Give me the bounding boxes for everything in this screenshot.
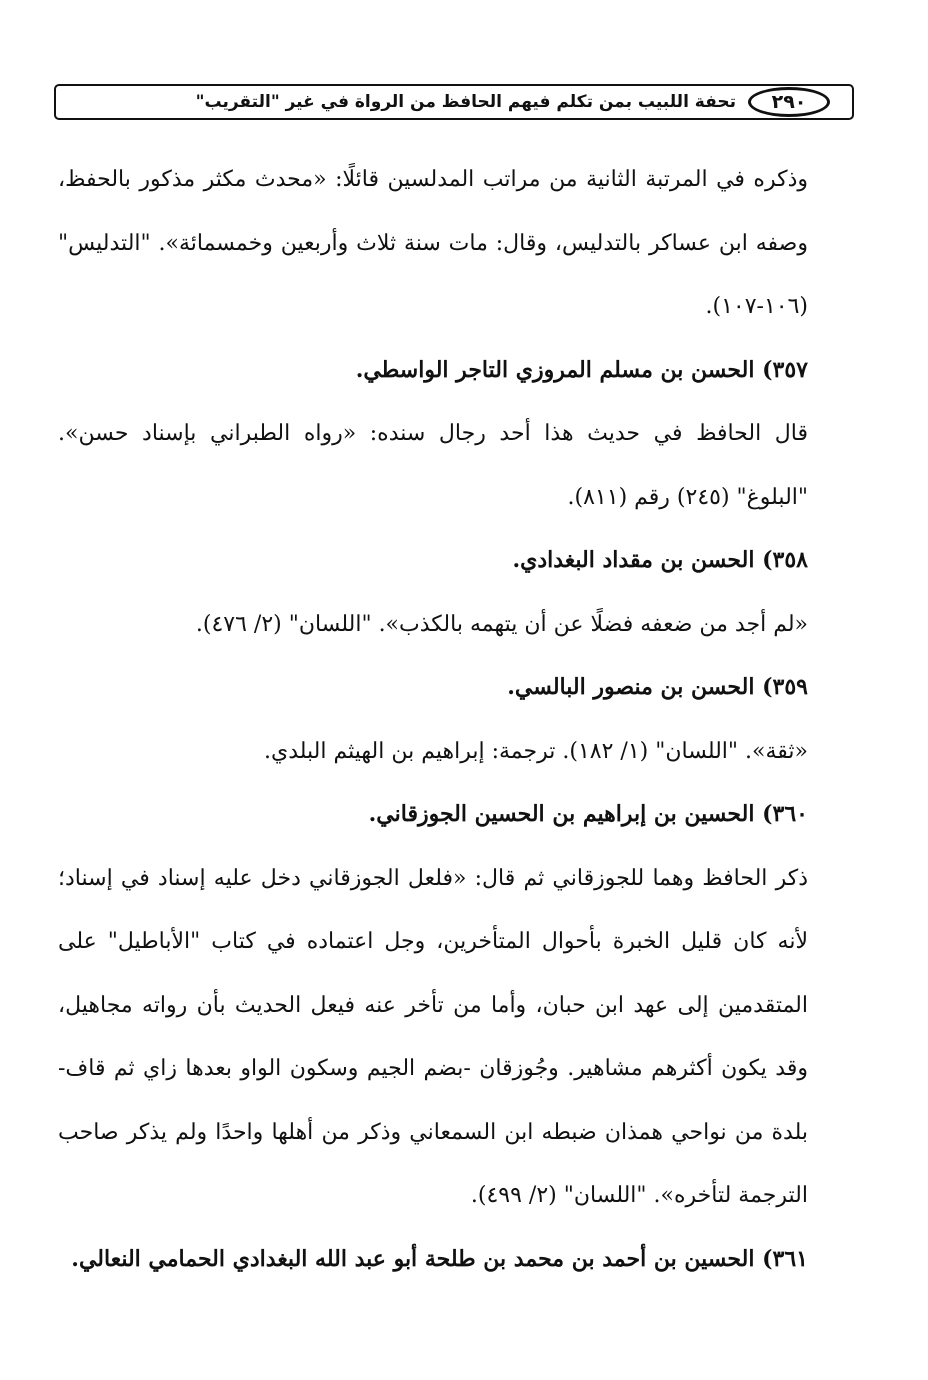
entry-name: الحسين بن أحمد بن محمد بن طلحة أبو عبد الله البغدادي الحمامي النعالي.: [71, 1245, 755, 1272]
entry-heading: [58, 339, 870, 403]
paragraph: قال الحافظ في حديث هذا أحد رجال سنده: «رواه الطبراني بإسناد حسن». "البلوغ" (٢٤٥) رقم (٨١١).: [58, 421, 808, 510]
entry-number: ٣٦١): [762, 1245, 808, 1272]
paragraph: «ثقة». "اللسان" (١/ ١٨٢). ترجمة: إبراهيم بن الهيثم البلدي.: [264, 738, 808, 764]
entry-number: ٣٥٧): [762, 356, 808, 383]
entry-number: ٣٦٠): [762, 801, 808, 827]
entry-number: ٣٥٨): [762, 547, 808, 573]
paragraph: وذكره في المرتبة الثانية من مراتب المدلسين قائلًا: «محدث مكثر مذكور بالحفظ، وصفه ابن عساكر بالتدليس، وقال: مات سنة ثلاث وأربعين وخمسمائة». "التدليس" (١٠٦-١٠٧).: [58, 167, 808, 319]
entry-number: ٣٥٩): [762, 674, 808, 700]
entry-heading: [58, 656, 870, 720]
entry-name: الحسن بن مقداد البغدادي.: [512, 547, 755, 573]
page-body: [58, 148, 870, 1291]
paragraph: «لم أجد من ضعفه فضلًا عن أن يتهمه بالكذب». "اللسان" (٢/ ٤٧٦).: [195, 611, 808, 637]
entry-heading: [58, 1228, 870, 1292]
running-title: تحفة اللبيب بمن تكلم فيهم الحافظ من الرواة في غير "التقريب": [195, 92, 736, 112]
paragraph: ذكر الحافظ وهما للجوزقاني ثم قال: «فلعل الجوزقاني دخل عليه إسناد في إسناد؛ لأنه كان قليل الخبرة بأحوال المتأخرين، وجل اعتماده في كتاب "الأباطيل" على المتقدمين إلى عهد ابن حبان، وأما من تأخر عنه فيعل الحديث بأن رواته مجاهيل، وقد يكون أكثرهم مشاهير. وجُوزقان -بضم الجيم وسكون الواو بعدها زاي ثم قاف- بلدة من نواحي همذان ضبطه ابن السمعاني وذكر من أهلها واحدًا ولم يذكر صاحب الترجمة لتأخره». "اللسان" (٢/ ٤٩٩).: [58, 865, 808, 1208]
entry-heading: [58, 529, 870, 593]
page-number: ٢٩٠: [748, 87, 830, 117]
entry-name: الحسين بن إبراهيم بن الحسين الجوزقاني.: [368, 801, 755, 827]
entry-name: الحسن بن مسلم المروزي التاجر الواسطي.: [355, 356, 755, 383]
entry-heading: [58, 783, 870, 847]
page-header: [54, 84, 854, 120]
entry-name: الحسن بن منصور البالسي.: [507, 674, 755, 700]
